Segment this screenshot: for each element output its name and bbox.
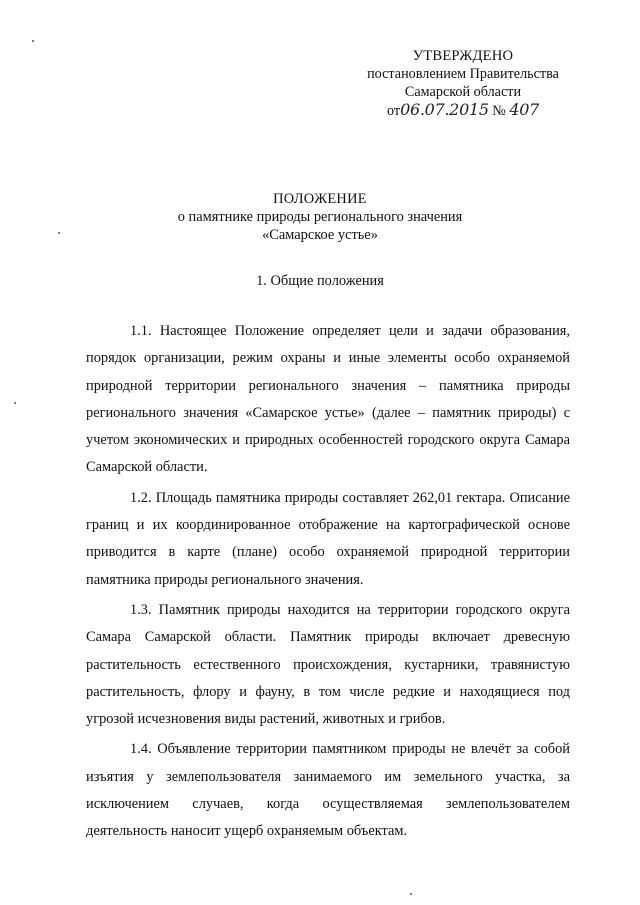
handwritten-number: 407	[509, 100, 539, 119]
paragraph-1-1: 1.1. Настоящее Положение определяет цели и задачи образования, порядок организации, режим охраны и иные элементы особо охраняемой природной территории регионального значения – памятника природы регионального значения «Самарское устье» (далее – памятник природы) с учетом экономических и природных особенностей городского округа Самара Самарской области.	[86, 323, 570, 476]
approval-block	[348, 47, 578, 120]
approval-stamp: УТВЕРЖДЕНО	[412, 48, 514, 64]
approval-date-line	[348, 101, 578, 120]
scan-speck	[58, 232, 60, 234]
title-line-1: ПОЛОЖЕНИЕ	[273, 191, 367, 207]
section-heading: 1. Общие положения	[256, 273, 384, 289]
handwritten-date: 06.07.2015	[400, 100, 489, 119]
date-prefix: от	[386, 103, 401, 119]
title-line-3: «Самарское устье»	[262, 227, 378, 243]
approval-line-1: постановлением Правительства	[367, 66, 559, 82]
paragraph-1-3: 1.3. Памятник природы находится на территории городского округа Самара Самарской области. Памятник природы включает древесную растительность естественного происхождения, кустарники, травянистую растительность, флору и фауну, в том числе редкие и находящиеся под угрозой исчезновения виды растений, животных и грибов.	[86, 601, 570, 728]
document-body	[86, 318, 570, 849]
approval-line-2: Самарской области	[404, 84, 522, 100]
paragraph-1-4: 1.4. Объявление территории памятником природы не влечёт за собой изъятия у землепользователя занимаемого им земельного участка, за исключением случаев, когда осуществляемая землепользователем деятельность наносит ущерб охраняемым объектам.	[86, 741, 570, 840]
scan-speck	[14, 402, 16, 404]
number-sign: №	[492, 103, 506, 119]
title-line-2: о памятнике природы регионального значения	[177, 209, 463, 225]
document-title	[0, 190, 640, 244]
scan-speck	[32, 40, 34, 42]
paragraph-1-2: 1.2. Площадь памятника природы составляет 262,01 гектара. Описание границ и их координированное отображение на картографической основе приводится в карте (плане) особо охраняемой природной территории памятника природы регионального значения.	[86, 489, 570, 588]
scan-speck	[410, 893, 412, 895]
